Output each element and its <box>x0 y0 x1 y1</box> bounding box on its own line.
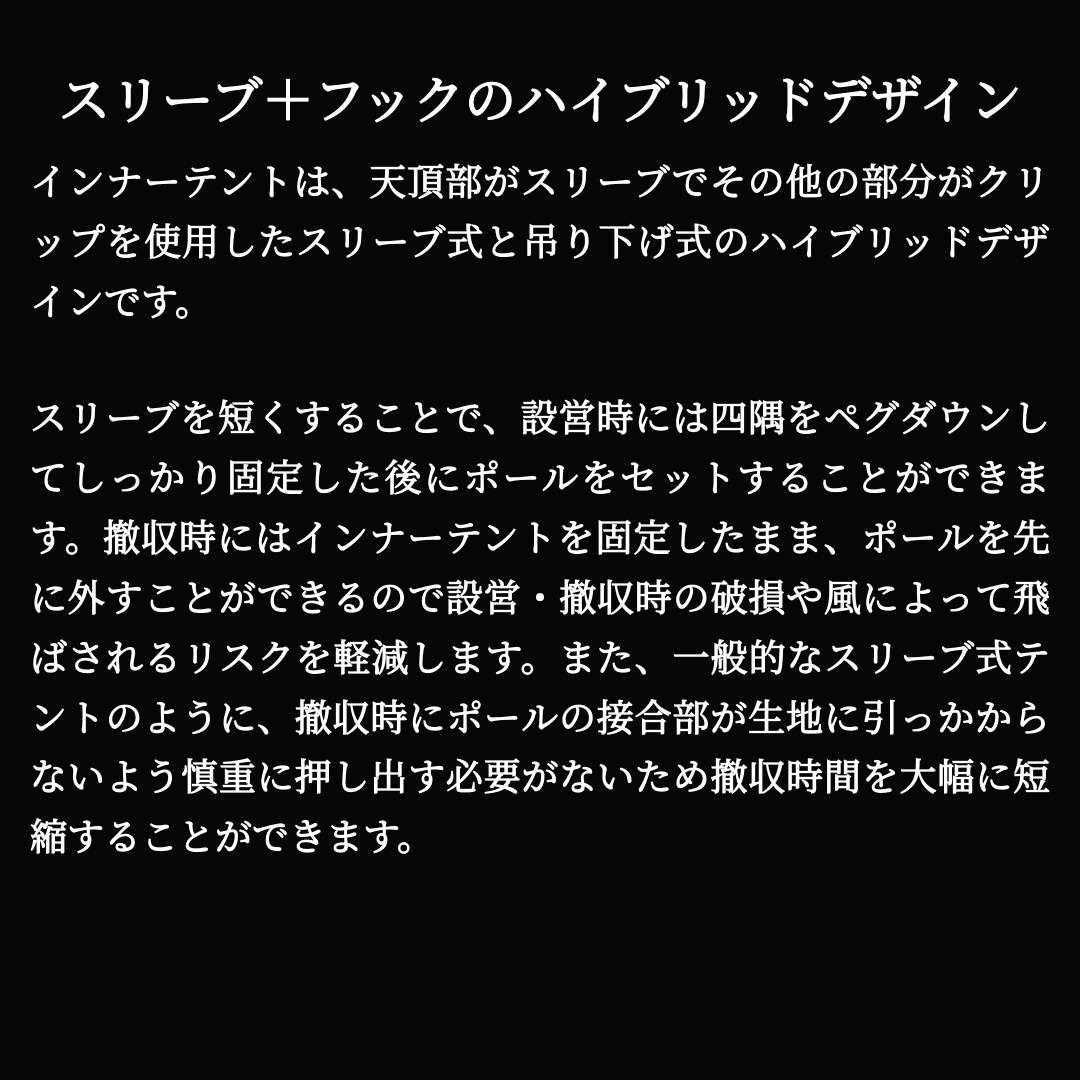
body-paragraph: スリーブを短くすることで、設営時には四隅をペグダウンしてしっかり固定した後にポールをセットすることができます。撤収時にはインナーテントを固定したまま、ポールを先に外すことができるので設営・撤収時の破損や風によって飛ばされるリスクを軽減します。また、一般的なスリーブ式テントのように、撤収時にポールの接合部が生地に引っかからないよう慎重に押し出す必要がないため撤収時間を大幅に短縮することができます。 <box>30 397 1050 859</box>
intro-paragraph: インナーテントは、天頂部がスリーブでその他の部分がクリップを使用したスリーブ式と吊り下げ式のハイブリッドデザインです。 <box>30 162 1050 323</box>
page-title: スリーブ＋フックのハイブリッドデザイン <box>58 73 1022 131</box>
paragraph-spacer <box>30 333 1050 389</box>
